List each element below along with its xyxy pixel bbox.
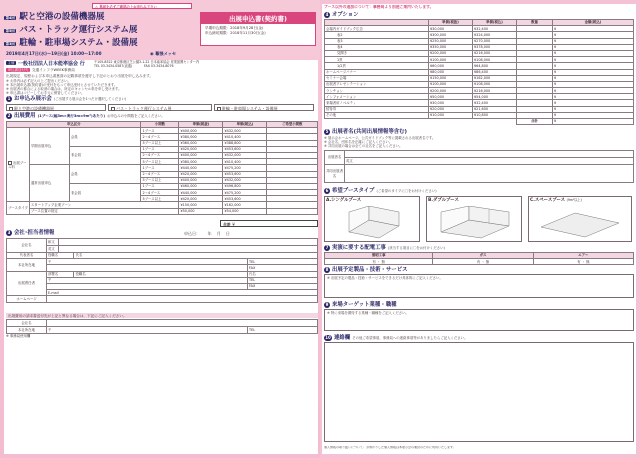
option-price-tax: ¥216,000 bbox=[473, 88, 517, 94]
booth-type-b-label: B.ダブルブース bbox=[428, 198, 459, 203]
option-price: ¥350,000 bbox=[429, 44, 473, 50]
checkbox-icon bbox=[217, 107, 221, 111]
hq-tel-input[interactable]: TEL bbox=[248, 259, 318, 265]
homepage-label: ホームページ bbox=[7, 296, 47, 302]
section-1-title: 1 お申込み展示会 (ご出展する展示会を1つだけ選択してください) bbox=[7, 96, 127, 102]
representative-title-input[interactable]: 役職名 bbox=[47, 253, 74, 259]
exhibition-select-option-1[interactable]: 駅と空港の設備機器展 bbox=[6, 104, 106, 111]
option-price: ¥80,000 bbox=[429, 69, 473, 75]
homepage-input[interactable] bbox=[47, 296, 318, 302]
fee-row-price-tax: ¥410,400 bbox=[223, 159, 267, 165]
joint-exhibitor-label: 共同出展者名 bbox=[325, 165, 345, 183]
lighting-header: 照明工事 bbox=[325, 253, 433, 259]
option-amount[interactable]: ¥ bbox=[553, 94, 634, 100]
option-name: ホームページバナー bbox=[325, 69, 429, 75]
mgmt-name: 交通インフラWEEK事務局 bbox=[32, 68, 75, 72]
option-amount[interactable]: ¥ bbox=[553, 100, 634, 106]
representative-name-input[interactable]: 氏名 bbox=[74, 253, 318, 259]
section-7-title: 7 実演に要する配電工事 (該当する項目に〇をお付けください) bbox=[325, 245, 445, 251]
products-hint: ※ 出展予定の製品・技術・サービスをできるだけ具体的にご記入ください。 bbox=[327, 276, 443, 280]
organizer-fax: FAX 03-3434-8076 bbox=[144, 64, 174, 68]
bullet-1: ※ 太枠内は必ず記入の上ご提出ください。 bbox=[6, 79, 71, 83]
exhibit-manager-label: 出展責任者 bbox=[7, 271, 47, 296]
option-price-tax: ¥162,000 bbox=[473, 75, 517, 81]
fee-special-price: ¥50,000 bbox=[179, 208, 223, 214]
hq-fax-input[interactable]: FAX bbox=[248, 265, 318, 271]
option-name: 会場内ガイドブック広告 bbox=[325, 26, 429, 32]
company-name-jp-input[interactable] bbox=[59, 239, 318, 246]
fee-row-price: ¥440,000 bbox=[179, 165, 223, 171]
option-price: ¥250,000 bbox=[429, 38, 473, 44]
option-price: ¥30,000 bbox=[429, 26, 473, 32]
option-amount[interactable]: ¥ bbox=[553, 44, 634, 50]
option-name: 表4 bbox=[325, 44, 429, 50]
fee-row-price-tax: ¥432,000 bbox=[223, 128, 267, 134]
fee-special-kind: ブースタイプ bbox=[7, 202, 30, 214]
booth-type-c-label: C.スペースブース (9m²以上) bbox=[530, 198, 582, 203]
fee-kind: 出展ブース料 bbox=[7, 128, 30, 202]
single-booth-illustration bbox=[339, 206, 409, 240]
fee-special-name: ブース位置の指定 bbox=[29, 208, 179, 214]
options-table bbox=[324, 19, 634, 125]
bullet-4: ※ 申込書はコピーしてお手元に保管してください。 bbox=[6, 91, 85, 95]
billing-table bbox=[6, 319, 318, 334]
fee-table bbox=[6, 121, 318, 215]
lighting-choice[interactable]: 有 ・ 無 bbox=[325, 259, 433, 265]
fee-row-booths: 5ブース以上 bbox=[141, 177, 179, 183]
fee-row-booths: 5ブース以上 bbox=[141, 196, 179, 202]
option-price-tax: ¥86,400 bbox=[473, 69, 517, 75]
fee-row-price-tax: ¥475,200 bbox=[223, 190, 267, 196]
fee-row-booths: 1ブース bbox=[141, 165, 179, 171]
exhibitor-name-label: 出展者名 bbox=[325, 151, 345, 165]
option-price-tax: ¥324,000 bbox=[473, 32, 517, 38]
fee-special-price-tax: ¥54,000 bbox=[223, 208, 267, 214]
option-name: ランチョン bbox=[325, 88, 429, 94]
right-form bbox=[322, 4, 636, 454]
fee-row-price-tax: ¥475,200 bbox=[223, 165, 267, 171]
office-use-note: ※ 事務局使用欄 bbox=[6, 334, 31, 338]
construction-table bbox=[324, 252, 634, 265]
booth-type-c[interactable] bbox=[528, 196, 632, 242]
fee-row-price-tax: ¥410,400 bbox=[223, 134, 267, 140]
option-amount[interactable]: ¥ bbox=[553, 57, 634, 63]
title-row-1: 第4回 駅と空港の設備機器展 bbox=[5, 12, 105, 22]
section-8-title: 8 出展予定製品・技術・サービス bbox=[325, 267, 408, 273]
fee-row-price: ¥380,000 bbox=[179, 134, 223, 140]
fee-row-booths: 2～4ブース bbox=[141, 190, 179, 196]
apply-date[interactable]: 申込日： 年 月 日 bbox=[184, 231, 230, 236]
fee-row-price: ¥460,000 bbox=[179, 183, 223, 189]
fee-row-price-tax: ¥453,600 bbox=[223, 196, 267, 202]
options-col-price-tax: 単価(税込) bbox=[473, 20, 517, 26]
fee-row-booths: 1ブース bbox=[141, 128, 179, 134]
company-name-jp-label: 和文 bbox=[47, 239, 59, 246]
option-amount[interactable]: ¥ bbox=[553, 38, 634, 44]
fee-row-price-tax: ¥432,000 bbox=[223, 177, 267, 183]
option-name: 表3 bbox=[325, 38, 429, 44]
exhibitor-name-table bbox=[324, 150, 634, 183]
fee-sub-member: 会員 bbox=[69, 165, 141, 184]
fee-row-booths: 2～4ブース bbox=[141, 134, 179, 140]
products-input[interactable] bbox=[324, 274, 634, 298]
option-price: ¥200,000 bbox=[429, 88, 473, 94]
fee-row-booths: 5ブース以上 bbox=[141, 140, 179, 146]
fee-row-price-tax: ¥496,800 bbox=[223, 183, 267, 189]
option-name: その他 bbox=[325, 112, 429, 118]
fee-row-price: ¥440,000 bbox=[179, 190, 223, 196]
options-total-label: 合計 bbox=[517, 119, 553, 125]
fee-special-input[interactable] bbox=[267, 208, 318, 214]
top-note: ⚠ 裏面を必ずご確認の上お申込み下さい bbox=[92, 3, 192, 9]
left-form bbox=[4, 60, 318, 454]
exhibitor-name-input[interactable] bbox=[345, 151, 634, 158]
option-price-tax: ¥108,000 bbox=[473, 81, 517, 87]
option-price: ¥300,000 bbox=[429, 32, 473, 38]
title-row-3: 第3回 駐輪・駐車場システム・設備展 bbox=[5, 38, 138, 48]
fee-row-price: ¥400,000 bbox=[179, 128, 223, 134]
fee-row-price: ¥420,000 bbox=[179, 196, 223, 202]
hq-address-label: 本社所在地 bbox=[7, 259, 47, 271]
option-amount[interactable]: ¥ bbox=[553, 106, 634, 112]
right-top-heading: ブース以外の追加について：事務局より別途ご案内いたします。 bbox=[324, 5, 434, 9]
section-3-title: 3 会社･担当者情報 bbox=[7, 230, 55, 236]
joint-exhibitor-input[interactable] bbox=[345, 165, 634, 183]
option-name: 1頁 bbox=[325, 57, 429, 63]
option-name: 見開き bbox=[325, 50, 429, 56]
fee-sub-nonmember: 非会員 bbox=[69, 146, 141, 165]
privacy-note: 個人情報の取り扱いについて：お預かりした個人情報は本展示会の運営のために利用いたします。 bbox=[324, 446, 456, 449]
exhibit-fax-input[interactable]: FAX bbox=[248, 283, 318, 289]
exhibition-select-option-3[interactable]: 駐輪・駐車場システム・設備展 bbox=[214, 104, 314, 111]
option-amount[interactable]: ¥ bbox=[553, 112, 634, 118]
exhibit-title-input[interactable]: 役職名 bbox=[74, 271, 248, 277]
s5-line-1: ※ 展示会ホームページ、公式ガイドブック等に掲載される出展者名です。 bbox=[324, 136, 436, 140]
fee-sub-nonmember: 非会員 bbox=[69, 183, 141, 202]
option-price: ¥50,000 bbox=[429, 94, 473, 100]
option-price: ¥10,000 bbox=[429, 112, 473, 118]
section-6-title: 6 希望ブースタイプ (ご希望のタイプに〇をお付けください) bbox=[325, 188, 437, 194]
billing-address-input[interactable]: 〒 bbox=[47, 327, 248, 334]
billing-tel-input[interactable]: TEL bbox=[248, 327, 318, 334]
option-name: 来場者用ノベルティ bbox=[325, 100, 429, 106]
fee-row-booths: 5ブース以上 bbox=[141, 159, 179, 165]
fee-special-price: ¥150,000 bbox=[179, 202, 223, 208]
fee-row-price: ¥380,000 bbox=[179, 159, 223, 165]
fee-special-price-tax: ¥162,000 bbox=[223, 202, 267, 208]
event-dates: 2019年4月17日(水)～19日(金) 10:00～17:00 bbox=[6, 51, 102, 56]
fee-row-booths: 2～4ブース bbox=[141, 171, 179, 177]
fee-row-booths: 1ブース bbox=[141, 146, 179, 152]
fee-row-price-tax: ¥432,000 bbox=[223, 152, 267, 158]
fee-row-price: ¥420,000 bbox=[179, 171, 223, 177]
title-row-2: 第5回 バス・トラック運行システム展 bbox=[5, 25, 138, 35]
exhibition-select-option-2[interactable]: バス・トラック運行システム展 bbox=[108, 104, 212, 111]
double-booth-illustration bbox=[435, 206, 515, 240]
option-name: セミナー会場 bbox=[325, 75, 429, 81]
option-price-tax: ¥64,800 bbox=[473, 63, 517, 69]
fee-row-booths: 2～4ブース bbox=[141, 152, 179, 158]
section-10-title: 10 連絡欄 その他ご希望事項、事務局への連絡事項等がありましたらご記入ください。 bbox=[325, 335, 468, 341]
billing-note: 出展費用の請求書送付先が上記と異なる場合は、下記にご記入ください。 bbox=[6, 313, 318, 318]
option-price: ¥60,000 bbox=[429, 63, 473, 69]
booth-type-b[interactable] bbox=[426, 196, 522, 242]
options-col-price: 単価(税抜) bbox=[429, 20, 473, 26]
organizer-name: 一般社団法人日本能率協会 行 bbox=[18, 61, 85, 67]
fee-col-price-tax: 単価(税込) bbox=[223, 122, 267, 128]
fee-row-price: ¥400,000 bbox=[179, 152, 223, 158]
options-total-input[interactable]: ¥ bbox=[553, 119, 634, 125]
section-4-title: 4 オプション bbox=[325, 12, 359, 18]
billing-company-label: 会社名 bbox=[7, 320, 47, 327]
warning-icon: ⚠ bbox=[95, 4, 100, 9]
option-amount[interactable]: ¥ bbox=[553, 75, 634, 81]
option-amount[interactable]: ¥ bbox=[553, 26, 634, 32]
options-col-amount: 金額(税込) bbox=[553, 20, 634, 26]
option-name: インフォメーション bbox=[325, 94, 429, 100]
section-2-title: 2 出展費用 (1ブース(幅3m×奥行3m=9m²)あたり) お申込みの小間数をご記入ください。 bbox=[7, 113, 165, 119]
fee-col-price: 単価(税抜) bbox=[179, 122, 223, 128]
gas-header: ガス bbox=[433, 253, 533, 259]
exhibit-zip-input[interactable]: 〒 bbox=[47, 277, 248, 283]
form-title-box bbox=[200, 12, 316, 46]
booth-type-a[interactable] bbox=[324, 196, 420, 242]
fee-row-price-tax: ¥453,600 bbox=[223, 146, 267, 152]
representative-label: 代表者名 bbox=[7, 253, 47, 259]
option-amount[interactable]: ¥ bbox=[553, 88, 634, 94]
exhibit-tel-input[interactable]: TEL bbox=[248, 277, 318, 283]
deadline-early: 早期申込期限：2018年9月28日(金) bbox=[205, 25, 264, 30]
target-input[interactable] bbox=[324, 309, 634, 331]
email-input[interactable]: E-mail bbox=[47, 290, 318, 296]
deadline-final: 申込締切期限：2018年11月30日(金) bbox=[205, 31, 266, 36]
form-title: 出展申込書(契約書) bbox=[201, 13, 315, 24]
checkbox-icon bbox=[111, 107, 115, 111]
fee-col-wanted: ご希望小間数 bbox=[267, 122, 318, 128]
option-price-tax: ¥108,000 bbox=[473, 57, 517, 63]
right-page bbox=[320, 0, 640, 458]
gas-choice[interactable]: 有 ・ 無 bbox=[433, 259, 533, 265]
fee-sub-member: 会員 bbox=[69, 128, 141, 147]
option-amount[interactable]: ¥ bbox=[553, 81, 634, 87]
s5-line-2: ※ 会社名、団体名を正確にご記入ください。 bbox=[324, 140, 393, 144]
billing-address-label: 本社所在地 bbox=[7, 327, 47, 334]
option-price-tax: ¥54,000 bbox=[473, 94, 517, 100]
bullet-3: ※ 出展者の都合による取消の場合は、所定のキャンセル料を申し受けます。 bbox=[6, 87, 122, 91]
option-price-tax: ¥32,400 bbox=[473, 100, 517, 106]
company-table bbox=[6, 238, 318, 303]
option-price: ¥30,000 bbox=[429, 100, 473, 106]
fee-col-category: 申込区分 bbox=[7, 122, 141, 128]
intro-text: 出展規定、規程および本申込書裏面の記載事項を遵守し下記のとおり出展を申し込みます。 bbox=[6, 74, 154, 78]
hq-zip-input[interactable]: 〒 bbox=[47, 259, 248, 265]
option-price: ¥150,000 bbox=[429, 75, 473, 81]
organizer-address: 〒105-8522 東京都港区芝公園3-1-22 日本能率協会 産業振興センター内 bbox=[94, 60, 200, 64]
company-name-en-label: 英文 bbox=[47, 246, 59, 253]
option-price-tax: ¥32,400 bbox=[473, 26, 517, 32]
option-price-tax: ¥216,000 bbox=[473, 50, 517, 56]
organizer-tel: TEL 03-3434-0587(直通) bbox=[94, 64, 133, 68]
option-name: 1/2頁 bbox=[325, 63, 429, 69]
option-name: 表2 bbox=[325, 32, 429, 38]
fee-row-price: ¥400,000 bbox=[179, 177, 223, 183]
fee-row-booths: 1ブース bbox=[141, 183, 179, 189]
space-booth-illustration bbox=[535, 209, 625, 239]
booth-type-a-label: A.シングルブース bbox=[326, 198, 362, 203]
fee-row-price: ¥420,000 bbox=[179, 146, 223, 152]
option-name: 招待券 bbox=[325, 106, 429, 112]
fee-total[interactable]: 合計 ¥ bbox=[220, 220, 318, 227]
option-price-tax: ¥378,000 bbox=[473, 44, 517, 50]
location-icon: ◉ bbox=[150, 51, 156, 56]
fee-row-price: ¥360,000 bbox=[179, 140, 223, 146]
company-name-label: 会社名 bbox=[7, 239, 47, 253]
contact-input[interactable] bbox=[324, 342, 634, 442]
option-price: ¥100,000 bbox=[429, 57, 473, 63]
bullet-2: ※ 本出展申込書(契約書)の受付をもって申込受付とさせていただきます。 bbox=[6, 83, 118, 87]
option-price-tax: ¥270,000 bbox=[473, 38, 517, 44]
exhibit-dept-input[interactable]: 部署名 bbox=[47, 271, 74, 277]
exhibit-name-input[interactable]: 氏名 bbox=[248, 271, 318, 277]
fee-group-early: 早期出展申込 bbox=[29, 128, 69, 165]
s5-line-3: ※ 共同出展の場合は全ての社名をご記入ください。 bbox=[324, 144, 403, 148]
fee-row-price-tax: ¥388,800 bbox=[223, 140, 267, 146]
organizer-tag: 主催 bbox=[7, 61, 15, 65]
option-price-tax: ¥21,600 bbox=[473, 106, 517, 112]
checkbox-icon bbox=[9, 107, 13, 111]
option-amount[interactable]: ¥ bbox=[553, 63, 634, 69]
option-price: ¥100,000 bbox=[429, 81, 473, 87]
mgmt-label: 申込書送付先 bbox=[7, 68, 29, 72]
option-amount[interactable]: ¥ bbox=[553, 32, 634, 38]
billing-company-input[interactable] bbox=[47, 320, 318, 327]
section-9-title: 9 来場ターゲット業種・職種 bbox=[325, 302, 397, 308]
option-amount[interactable]: ¥ bbox=[553, 69, 634, 75]
options-col-qty: 数量 bbox=[517, 20, 553, 26]
venue: ◉ 幕張メッセ bbox=[150, 51, 177, 56]
fee-group-normal: 通常出展申込 bbox=[29, 165, 69, 202]
option-price: ¥200,000 bbox=[429, 50, 473, 56]
air-header: エアー bbox=[533, 253, 633, 259]
option-price: ¥20,000 bbox=[429, 106, 473, 112]
option-amount[interactable]: ¥ bbox=[553, 50, 634, 56]
option-name: 出展者プレゼンテーション bbox=[325, 81, 429, 87]
exhibitor-name-en-input[interactable]: 英文 bbox=[345, 158, 634, 165]
fee-special-name: スタートアップ企業ゾーン bbox=[29, 202, 179, 208]
section-5-title: 5 出展者名(共同出展情報等含む) bbox=[325, 129, 408, 135]
option-price-tax: ¥10,800 bbox=[473, 112, 517, 118]
fee-row-price-tax: ¥453,600 bbox=[223, 171, 267, 177]
company-name-en-input[interactable] bbox=[59, 246, 318, 253]
air-choice[interactable]: 有 ・ 無 bbox=[533, 259, 633, 265]
target-hint: ※ 特に来場を期待する業種・職種をご記入ください。 bbox=[327, 311, 409, 315]
fee-col-booths: 小間数 bbox=[141, 122, 179, 128]
